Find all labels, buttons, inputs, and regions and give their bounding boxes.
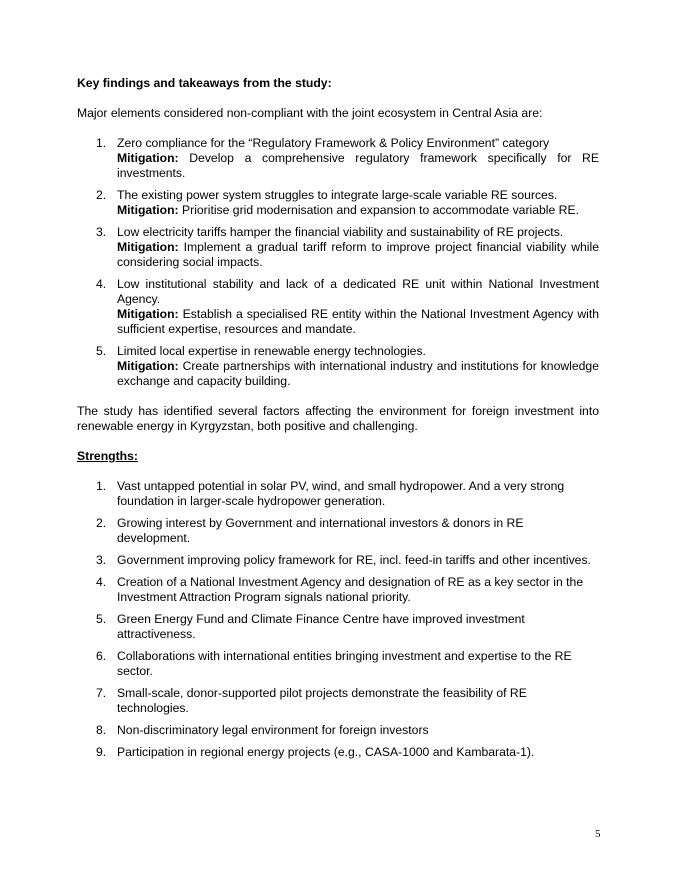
mitigation-text: Prioritise grid modernisation and expansion to accommodate variable RE. <box>182 203 579 217</box>
list-number: 8. <box>96 723 107 737</box>
list-item <box>77 649 599 679</box>
section-heading: Key findings and takeaways from the study: <box>77 76 332 90</box>
list-item <box>77 516 599 546</box>
mitigation-label: Mitigation: <box>117 307 179 321</box>
finding-mitigation <box>117 307 599 337</box>
finding-issue: Limited local expertise in renewable energy technologies. <box>117 344 426 358</box>
mitigation-text: Implement a gradual tariff reform to improve project financial viability while considering social impacts. <box>117 240 599 269</box>
strengths-list <box>77 479 599 760</box>
strength-text: Green Energy Fund and Climate Finance Centre have improved investment attractiveness. <box>117 612 525 641</box>
intro-paragraph: Major elements considered non-compliant with the joint ecosystem in Central Asia are: <box>77 106 543 120</box>
mitigation-label: Mitigation: <box>117 240 179 254</box>
finding-issue: The existing power system struggles to integrate large-scale variable RE sources. <box>117 188 558 202</box>
list-item <box>77 479 599 509</box>
list-number: 3. <box>96 225 107 239</box>
list-number: 7. <box>96 686 107 700</box>
strength-text: Participation in regional energy projects (e.g., CASA-1000 and Kambarata-1). <box>117 745 535 759</box>
mitigation-text: Develop a comprehensive regulatory framework specifically for RE investments. <box>117 151 599 180</box>
finding-issue: Low institutional stability and lack of a dedicated RE unit within National Investment Agency. <box>117 277 599 306</box>
list-item <box>77 686 599 716</box>
page-content <box>77 76 599 775</box>
strength-text: Collaborations with international entities bringing investment and expertise to the RE sector. <box>117 649 572 678</box>
mitigation-label: Mitigation: <box>117 203 179 217</box>
list-item <box>77 344 599 389</box>
list-item <box>77 553 599 568</box>
list-number: 2. <box>96 188 107 202</box>
list-number: 9. <box>96 745 107 759</box>
mitigation-label: Mitigation: <box>117 359 179 373</box>
list-item <box>77 612 599 642</box>
list-item <box>77 277 599 337</box>
list-number: 1. <box>96 136 107 150</box>
list-number: 1. <box>96 479 107 493</box>
finding-issue: Zero compliance for the “Regulatory Framework & Policy Environment” category <box>117 136 550 150</box>
finding-issue: Low electricity tariffs hamper the financial viability and sustainability of RE projects. <box>117 225 564 239</box>
finding-mitigation <box>117 359 599 389</box>
list-number: 5. <box>96 344 107 358</box>
finding-mitigation <box>117 240 599 270</box>
list-number: 4. <box>96 277 107 291</box>
summary-paragraph: The study has identified several factors affecting the environment for foreign investment into renewable energy in Kyrgyzstan, both positive and challenging. <box>77 404 599 433</box>
list-number: 2. <box>96 516 107 530</box>
finding-mitigation <box>117 151 599 181</box>
strength-text: Government improving policy framework for RE, incl. feed-in tariffs and other incentives. <box>117 553 591 567</box>
list-item <box>77 188 599 218</box>
mitigation-text: Create partnerships with international industry and institutions for knowledge exchange and capacity building. <box>117 359 599 388</box>
mitigation-text: Establish a specialised RE entity within the National Investment Agency with sufficient expertise, resources and mandate. <box>117 307 599 336</box>
page-number: 5 <box>595 828 601 840</box>
list-item <box>77 575 599 605</box>
finding-mitigation <box>117 203 599 218</box>
list-item <box>77 745 599 760</box>
strengths-heading: Strengths: <box>77 449 138 463</box>
strength-text: Small-scale, donor-supported pilot projects demonstrate the feasibility of RE technologies. <box>117 686 527 715</box>
list-number: 4. <box>96 575 107 589</box>
strength-text: Non-discriminatory legal environment for foreign investors <box>117 723 429 737</box>
strength-text: Creation of a National Investment Agency and designation of RE as a key sector in the Investment Attraction Program signals national priority. <box>117 575 584 604</box>
strength-text: Growing interest by Government and international investors & donors in RE development. <box>117 516 524 545</box>
list-item <box>77 723 599 738</box>
mitigation-label: Mitigation: <box>117 151 179 165</box>
list-number: 3. <box>96 553 107 567</box>
list-number: 5. <box>96 612 107 626</box>
findings-list <box>77 136 599 389</box>
list-item <box>77 225 599 270</box>
strength-text: Vast untapped potential in solar PV, wind, and small hydropower. And a very strong foundation in larger-scale hydropower generation. <box>117 479 565 508</box>
list-item <box>77 136 599 181</box>
list-number: 6. <box>96 649 107 663</box>
